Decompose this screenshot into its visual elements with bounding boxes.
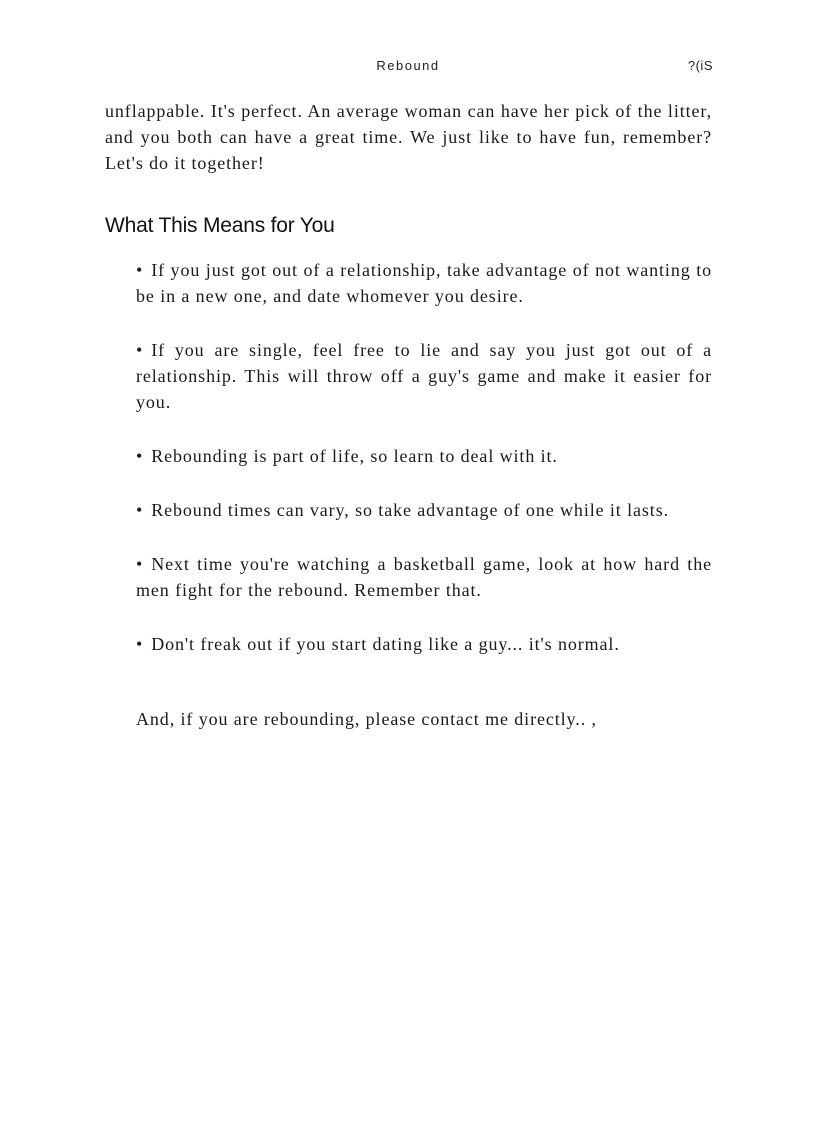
list-item [136, 443, 712, 469]
list-item [136, 337, 712, 415]
running-header [0, 58, 816, 76]
list-item [136, 551, 712, 603]
bullet-mark: • [136, 340, 144, 360]
running-header-title: Rebound [376, 58, 440, 73]
list-item-text: Don't freak out if you start dating like a guy... it's normal. [151, 634, 620, 654]
page-number: ?(iS [687, 58, 713, 73]
list-item [136, 631, 712, 657]
bullet-mark: • [136, 260, 144, 280]
list-item-text: If you are single, feel free to lie and say you just got out of a relationship. This will throw off a guy's game and make it easier for you. [136, 340, 712, 412]
list-item [136, 497, 712, 523]
bullet-mark: • [136, 634, 144, 654]
list-item-text: If you just got out of a relationship, take advantage of not wanting to be in a new one, and date whomever you desire. [136, 260, 712, 306]
list-item-text: Next time you're watching a basketball game, look at how hard the men fight for the rebound. Remember that. [136, 554, 712, 600]
list-item-text: Rebounding is part of life, so learn to deal with it. [151, 446, 558, 466]
intro-paragraph: unflappable. It's perfect. An average woman can have her pick of the litter, and you both can have a great time. We just like to have fun, remember? Let's do it together! [105, 101, 712, 173]
bullet-list [136, 257, 712, 685]
list-item [136, 257, 712, 309]
bullet-mark: • [136, 500, 144, 520]
bullet-mark: • [136, 554, 144, 574]
section-heading: What This Means for You [105, 214, 335, 237]
closing-line: And, if you are rebounding, please contact me directly.. , [136, 709, 597, 729]
bullet-mark: • [136, 446, 144, 466]
list-item-text: Rebound times can vary, so take advantage of one while it lasts. [151, 500, 670, 520]
